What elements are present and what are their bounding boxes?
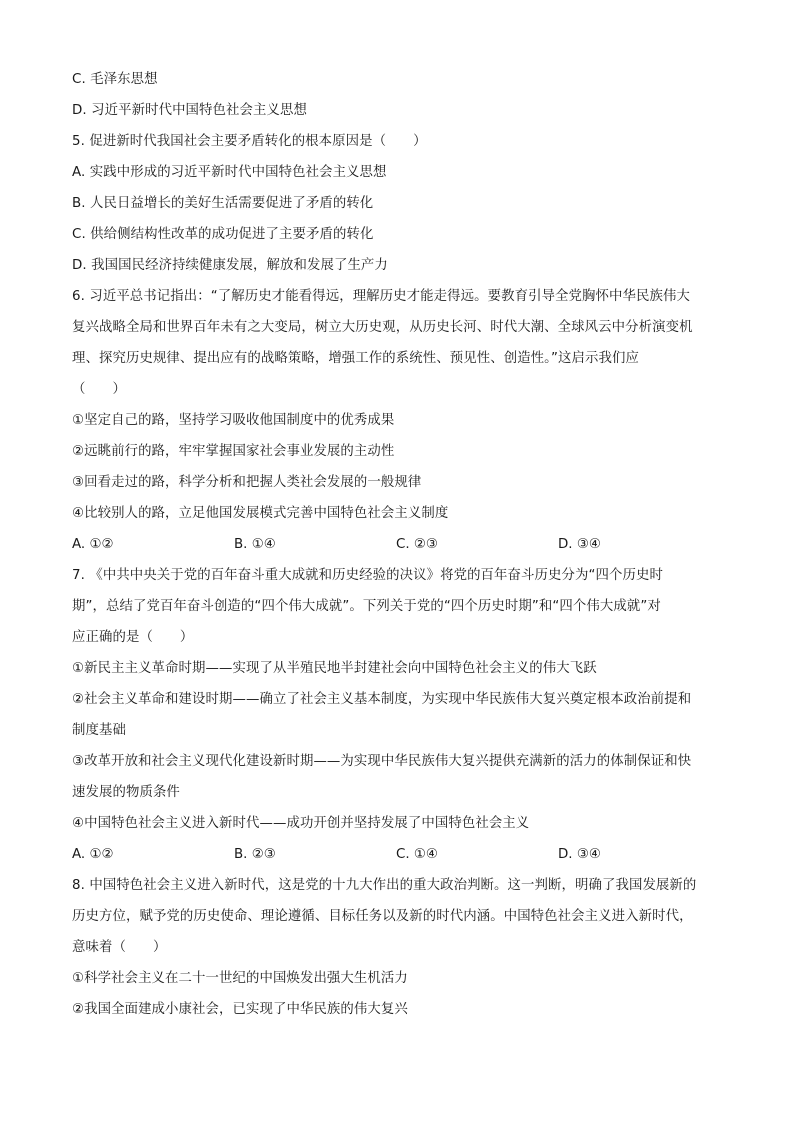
q7-stem-line: 应正确的是（ ） (72, 630, 194, 645)
q8-item: ②我国全面建成小康社会，已实现了中华民族的伟大复兴 (72, 1002, 408, 1017)
q7-item: 制度基础 (72, 723, 126, 738)
q6-item: ④比较别人的路，立足他国发展模式完善中国特色社会主义制度 (72, 506, 449, 521)
q6-item: ②远眺前行的路，牢牢掌握国家社会事业发展的主动性 (72, 444, 395, 459)
q7-item: 速发展的物质条件 (72, 785, 180, 800)
q5-option-a: A. 实践中形成的习近平新时代中国特色社会主义思想 (72, 165, 387, 180)
q6-choice-b: B. ①④ (234, 537, 276, 552)
q6-item: ①坚定自己的路，坚持学习吸收他国制度中的优秀成果 (72, 413, 395, 428)
q4-option-d: D. 习近平新时代中国特色社会主义思想 (72, 103, 307, 118)
q6-stem-line: 复兴战略全局和世界百年未有之大变局，树立大历史观，从历史长河、时代大潮、全球风云中分析演变机 (72, 320, 693, 335)
q7-stem-line: 7. 《中共中央关于党的百年奋斗重大成就和历史经验的决议》将党的百年奋斗历史分为“四个历史时 (72, 568, 663, 583)
q7-item: ①新民主主义革命时期——实现了从半殖民地半封建社会向中国特色社会主义的伟大飞跃 (72, 661, 597, 676)
q7-item: ③改革开放和社会主义现代化建设新时期——为实现中华民族伟大复兴提供充满新的活力的体制保证和快 (72, 754, 692, 769)
q5-option-b: B. 人民日益增长的美好生活需要促进了矛盾的转化 (72, 196, 374, 211)
q7-choices (72, 839, 734, 870)
q8-stem-line: 意味着（ ） (72, 940, 167, 955)
q7-stem-line: 期”，总结了党百年奋斗创造的“四个伟大成就”。下列关于党的“四个历史时期”和“四个伟大成就”对 (72, 599, 661, 614)
q6-choices (72, 529, 734, 560)
q5-option-c: C. 供给侧结构性改革的成功促进了主要矛盾的转化 (72, 227, 374, 242)
q7-choice-d: D. ③④ (558, 847, 601, 862)
q7-item: ②社会主义革命和建设时期——确立了社会主义基本制度，为实现中华民族伟大复兴奠定根本政治前提和 (72, 692, 692, 707)
q7-item: ④中国特色社会主义进入新时代——成功开创并坚持发展了中国特色社会主义 (72, 816, 530, 831)
q7-choice-a: A. ①② (72, 847, 114, 862)
q6-stem-line: 理、探究历史规律、提出应有的战略策略，增强工作的系统性、预见性、创造性。”这启示我们应 (72, 351, 639, 366)
q5-stem: 5. 促进新时代我国社会主要矛盾转化的根本原因是（ ） (72, 134, 427, 149)
q8-stem-line: 8. 中国特色社会主义进入新时代，这是党的十九大作出的重大政治判断。这一判断，明确了我国发展新的 (72, 878, 697, 893)
q5-option-d: D. 我国国民经济持续健康发展，解放和发展了生产力 (72, 258, 388, 273)
q6-stem-line: 6. 习近平总书记指出：“了解历史才能看得远，理解历史才能走得远。要教育引导全党胸怀中华民族伟大 (72, 289, 690, 304)
q7-choice-c: C. ①④ (396, 847, 438, 862)
q8-item: ①科学社会主义在二十一世纪的中国焕发出强大生机活力 (72, 971, 408, 986)
q8-stem-line: 历史方位，赋予党的历史使命、理论遵循、目标任务以及新的时代内涵。中国特色社会主义进入新时代， (72, 909, 693, 924)
q6-choice-c: C. ②③ (396, 537, 438, 552)
q6-stem-line: （ ） (72, 382, 126, 397)
q6-choice-d: D. ③④ (558, 537, 601, 552)
q6-choice-a: A. ①② (72, 537, 114, 552)
q4-option-c: C. 毛泽东思想 (72, 72, 158, 87)
q7-choice-b: B. ②③ (234, 847, 276, 862)
q6-item: ③回看走过的路，科学分析和把握人类社会发展的一般规律 (72, 475, 422, 490)
